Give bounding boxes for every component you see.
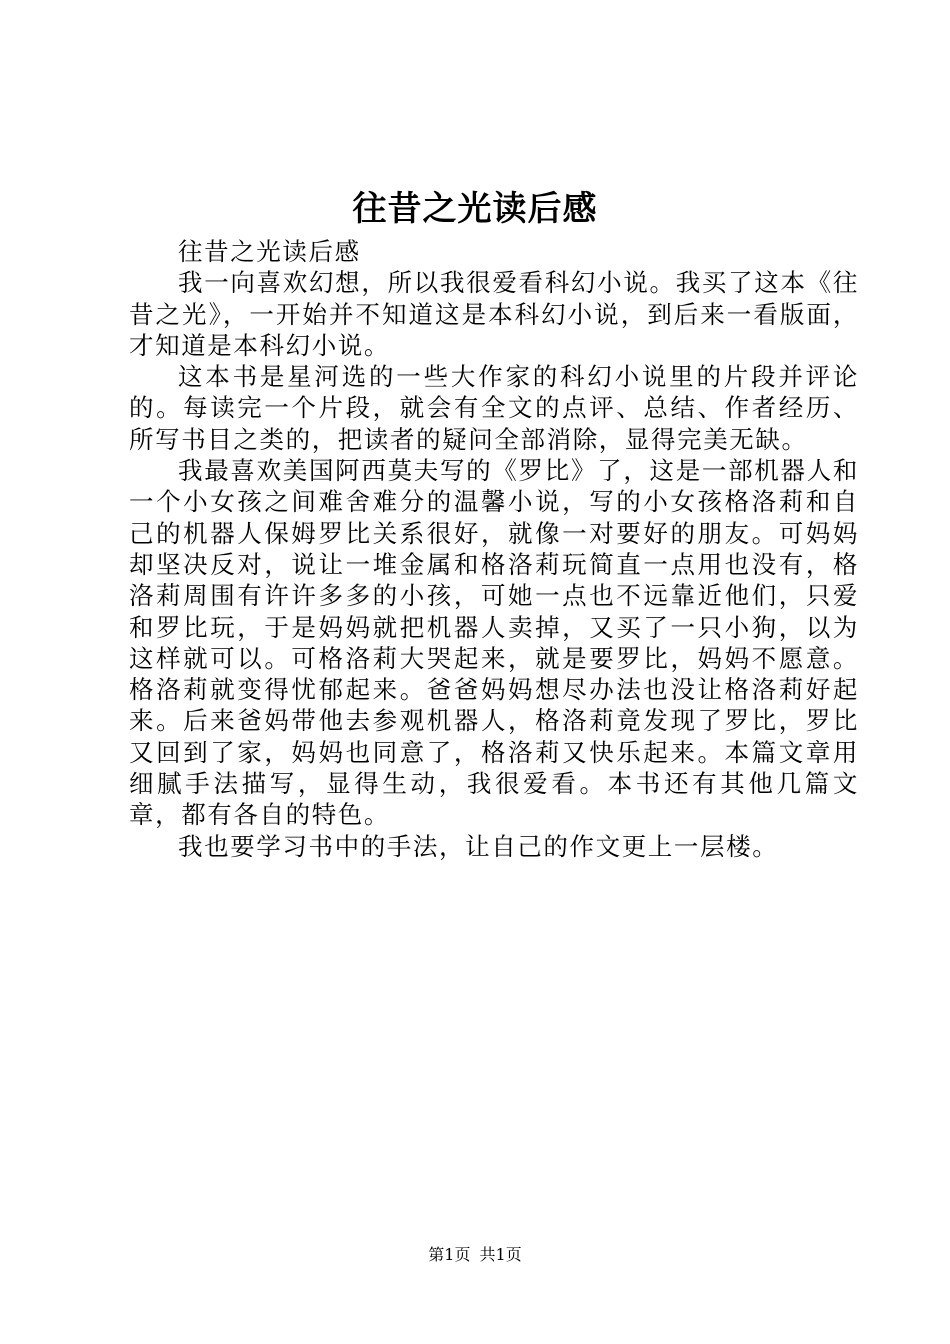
page-number: 第1页 [428, 1245, 471, 1264]
page-footer [0, 1244, 950, 1266]
document-title: 往昔之光读后感 [352, 189, 598, 229]
page-total: 共1页 [479, 1245, 522, 1264]
paragraph-subtitle: 往昔之光读后感 [178, 237, 361, 266]
paragraph-3: 我最喜欢美国阿西莫夫写的《罗比》了，这是一部机器人和一个小女孩之间难舍难分的温馨小说，写的小女孩格洛莉和自己的机器人保姆罗比关系很好，就像一对要好的朋友。可妈妈却坚决反对，说让一堆金属和格洛莉玩简直一点用也没有，格洛莉周围有许许多多的小孩，可她一点也不远靠近他们，只爱和罗比玩，于是妈妈就把机器人卖掉，又买了一只小狗，以为这样就可以。可格洛莉大哭起来，就是要罗比，妈妈不愿意。格洛莉就变得忧郁起来。爸爸妈妈想尽办法也没让格洛莉好起来。后来爸妈带他去参观机器人，格洛莉竟发现了罗比，罗比又回到了家，妈妈也同意了，格洛莉又快乐起来。本篇文章用细腻手法描写，显得生动，我很爱看。本书还有其他几篇文章，都有各自的特色。 [129, 456, 859, 830]
paragraph-4: 我也要学习书中的手法，让自己的作文更上一层楼。 [178, 831, 779, 861]
paragraph-2: 这本书是星河选的一些大作家的科幻小说里的片段并评论的。每读完一个片段，就会有全文的点评、总结、作者经历、所写书目之类的，把读者的疑问全部消除，显得完美无缺。 [129, 362, 859, 454]
document-body [129, 236, 859, 862]
paragraph-1: 我一向喜欢幻想，所以我很爱看科幻小说。我买了这本《往昔之光》，一开始并不知道这是本科幻小说，到后来一看版面，才知道是本科幻小说。 [129, 268, 859, 360]
